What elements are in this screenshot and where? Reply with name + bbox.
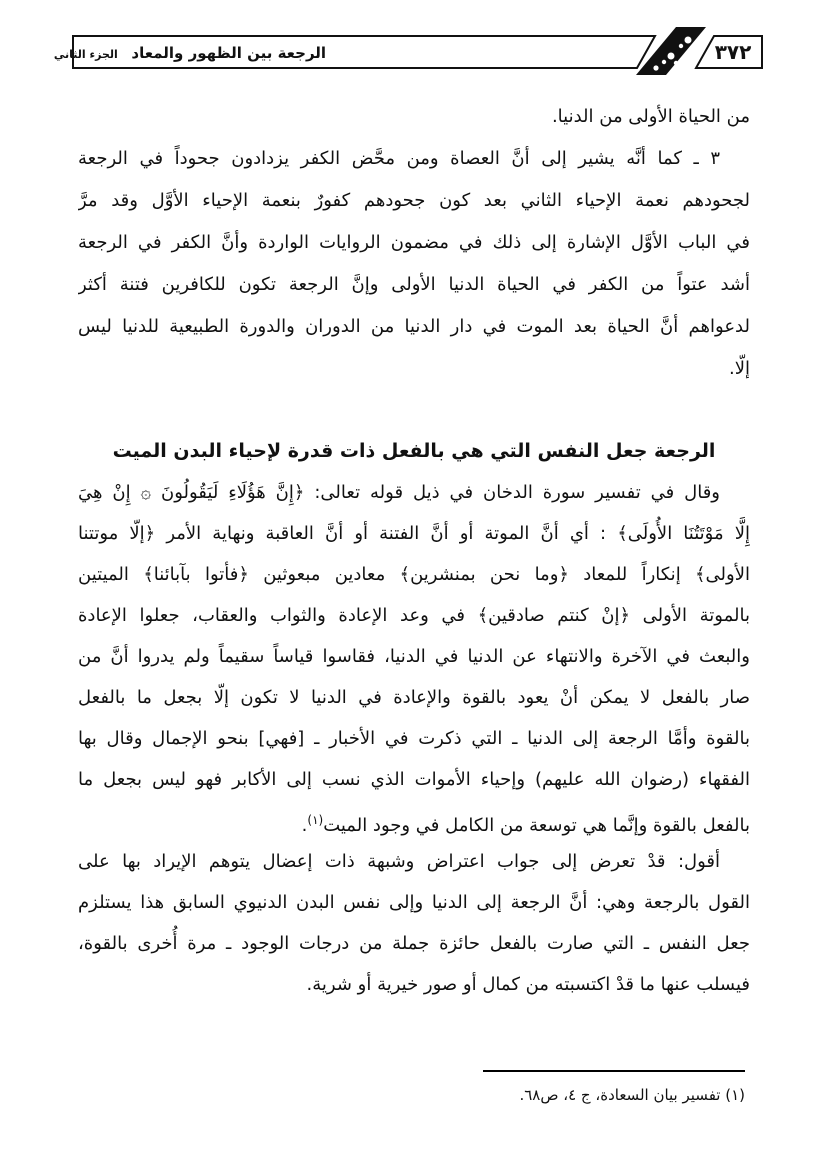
body-line: وقال في تفسير سورة الدخان في ذيل قوله تعالى: ﴿إِنَّ هَؤُلَاءِ لَيَقُولُونَ ۞ إِنْ هِيَ	[78, 482, 720, 503]
body-line: من الحياة الأولى من الدنيا.	[551, 106, 750, 127]
body-line-text: بالفعل بالقوة وإنَّما هي توسعة من الكامل في وجود الميت	[323, 815, 750, 836]
page-header-band	[0, 0, 828, 90]
body-line: أشد عتواً من الكفر في الحياة الدنيا الأولى وإنَّ الرجعة تكون للكافرين فتنة أكثر	[78, 274, 750, 295]
page-number: ٣٧٢	[714, 40, 752, 64]
body-line: إِلَّا مَوْتَتُنَا الأُولَى﴾ : أي أنَّ الموتة أو أنَّ الفتنة أو أنَّ العاقبة ونهاية الأمر ﴿إلّا موتتنا	[78, 523, 750, 544]
body-line: القول بالرجعة وهي: أنَّ الرجعة إلى الدنيا وإلى نفس البدن الدنيوي السابق هذا يستلزم	[78, 892, 750, 913]
footnote-ref: (١)	[307, 813, 324, 827]
footnote-text: (١) تفسير بيان السعادة، ج ٤، ص٦٨.	[519, 1086, 745, 1104]
body-line-with-footnote	[78, 800, 750, 841]
section-body	[78, 472, 750, 1005]
body-line: جعل النفس ـ التي صارت بالفعل حائزة جملة من درجات الوجود ـ مرة أُخرى بالقوة،	[78, 933, 750, 954]
body-line-text: .	[301, 815, 308, 836]
body-line: فيسلب عنها ما قدْ اكتسبته من كمال أو صور خيرية أو شرية.	[306, 974, 750, 995]
body-line: لجحودهم نعمة الإحياء الثاني بعد كون جحودهم كفورٌ بنعمة الإحياء الأوَّل وقد مرَّ	[78, 190, 750, 211]
body-line: بالموتة الأولى ﴿إنْ كنتم صادقين﴾ في وعد الإعادة والثواب والعقاب، جعلوا الإعادة	[78, 605, 750, 626]
body-line: الفقهاء (رضوان الله عليهم) وإحياء الأموات الذي نسب إلى الأكابر فهو ليس بجعل ما	[78, 769, 750, 790]
body-line: صار بالفعل لا يمكن أنْ يعود بالقوة والإعادة في الدنيا لا تكون إلّا بجعل ما بالفعل	[78, 687, 750, 708]
section-heading: الرجعة جعل النفس التي هي بالفعل ذات قدرة لإحياء البدن الميت	[112, 440, 716, 462]
body-line: والبعث في الآخرة والانتهاء عن الدنيا في الدنيا، فقاسوا قياساً سقيماً ولم يدروا أنَّ من	[78, 646, 750, 667]
body-line: لدعواهم أنَّ الحياة بعد الموت في دار الدنيا من الدوران والدورة الطبيعية للدنيا ليس	[78, 316, 750, 337]
book-title-text: الرجعة بين الظهور والمعاد	[131, 44, 327, 62]
part-label: الجزء الثاني	[53, 48, 118, 61]
footnote-divider	[483, 1070, 745, 1072]
body-line: ٣ ـ كما أنَّه يشير إلى أنَّ العصاة ومن محَّض الكفر يزدادون جحوداً في الرجعة	[78, 148, 720, 169]
body-line: بالقوة وأمَّا الرجعة إلى الدنيا ـ التي ذكرت في الأخبار ـ [فهي] بنحو الإجمال وقال بها	[78, 728, 750, 749]
body-text	[78, 96, 750, 1005]
body-line: أقول: قدْ تعرض إلى جواب اعتراض وشبهة ذات إعضال يتوهم الإيراد بها على	[78, 851, 720, 872]
body-line: الأولى﴾ إنكاراً للمعاد ﴿وما نحن بمنشرين﴾ معادين مبعوثين ﴿فأتوا بآبائنا﴾ الميتين	[78, 564, 750, 585]
body-line: إلّا.	[729, 358, 750, 379]
body-line: في الباب الأوَّل الإشارة إلى ذلك في مضمون الروايات الواردة وأنَّ الكفر في الرجعة	[78, 232, 750, 253]
